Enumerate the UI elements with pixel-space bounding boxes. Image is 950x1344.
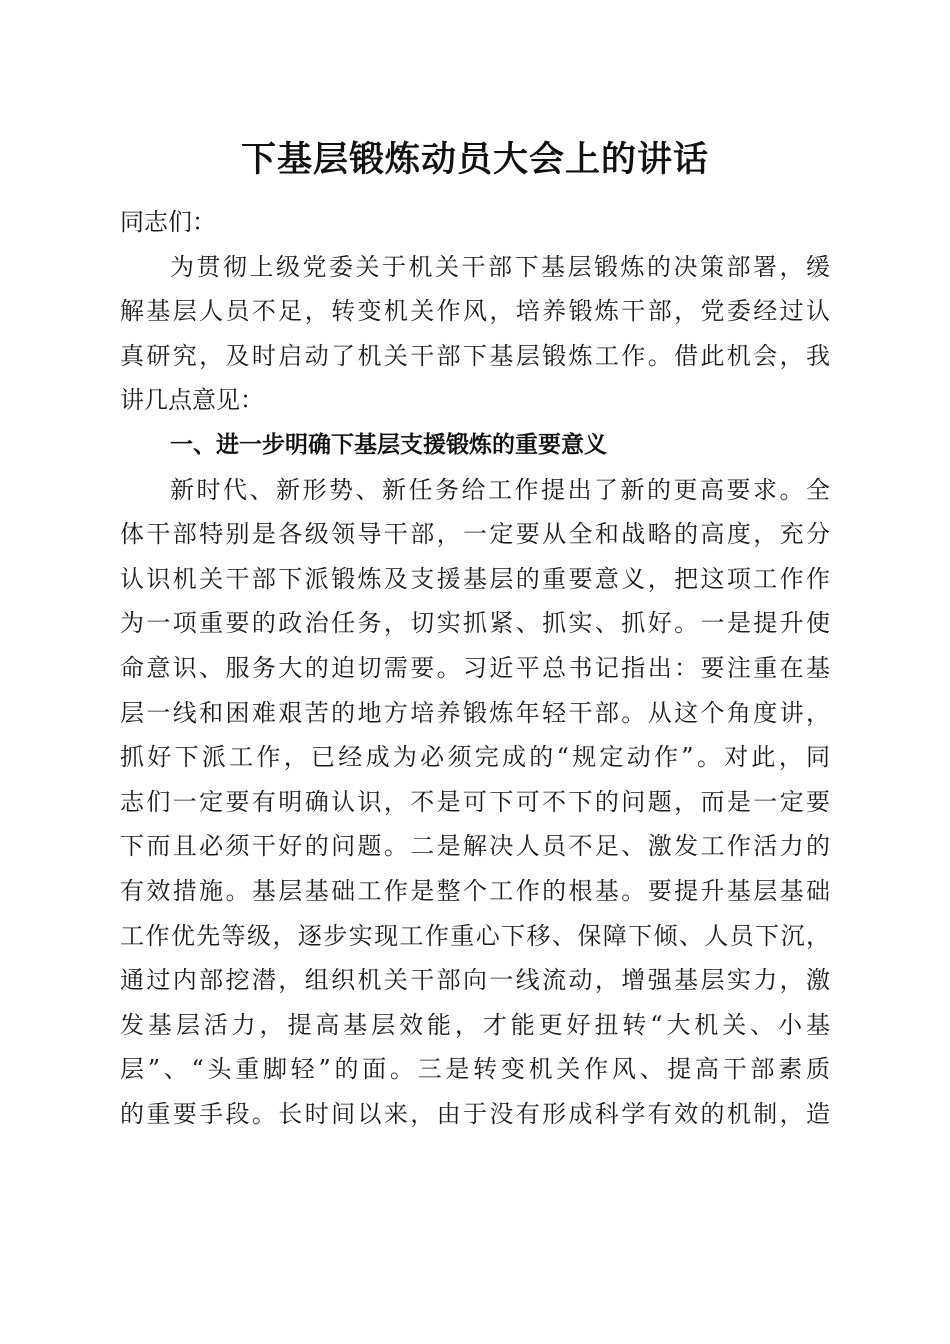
body-line: 通过内部挖潜，组织机关干部向一线流动，增强基层实力，激 [120, 966, 830, 995]
intro-line: 解基层人员不足，转变机关作风，培养锻炼干部，党委经过认 [120, 297, 830, 326]
intro-line: 真研究，及时启动了机关干部下基层锻炼工作。借此机会，我 [120, 341, 830, 370]
body-line: 下而且必须干好的问题。二是解决人员不足、激发工作活力的 [120, 832, 830, 861]
body-line: 的重要手段。长时间以来，由于没有形成科学有效的机制，造 [120, 1099, 830, 1128]
document-body [120, 200, 830, 1136]
greeting-line: 同志们： [120, 208, 216, 236]
body-line: 有效措施。基层基础工作是整个工作的根基。要提升基层基础 [120, 876, 830, 905]
document-title: 下基层锻炼动员大会上的讲话 [240, 139, 709, 180]
body-line: 认识机关干部下派锻炼及支援基层的重要意义，把这项工作作 [120, 564, 830, 593]
body-line: 工作优先等级，逐步实现工作重心下移、保障下倾、人员下沉， [120, 921, 830, 950]
body-line: 层”、“头重脚轻”的面。三是转变机关作风、提高干部素质 [120, 1055, 830, 1084]
body-line: 为一项重要的政治任务，切实抓紧、抓实、抓好。一是提升使 [120, 609, 830, 638]
section-heading: 一、进一步明确下基层支援锻炼的重要意义 [170, 431, 607, 458]
body-line: 新时代、新形势、新任务给工作提出了新的更高要求。全 [170, 475, 830, 504]
body-line: 层一线和困难艰苦的地方培养锻炼年轻干部。从这个角度讲， [120, 698, 830, 727]
body-line: 体干部特别是各级领导干部，一定要从全和战略的高度，充分 [120, 520, 830, 549]
intro-line: 为贯彻上级党委关于机关干部下基层锻炼的决策部署，缓 [170, 252, 830, 281]
body-line: 命意识、服务大的迫切需要。习近平总书记指出：要注重在基 [120, 653, 830, 682]
body-line: 志们一定要有明确认识，不是可下可不下的问题，而是一定要 [120, 787, 830, 816]
intro-line: 讲几点意见： [120, 386, 264, 415]
body-line: 发基层活力，提高基层效能，才能更好扭转“大机关、小基 [120, 1010, 830, 1039]
body-line: 抓好下派工作，已经成为必须完成的“规定动作”。对此，同 [120, 743, 830, 772]
